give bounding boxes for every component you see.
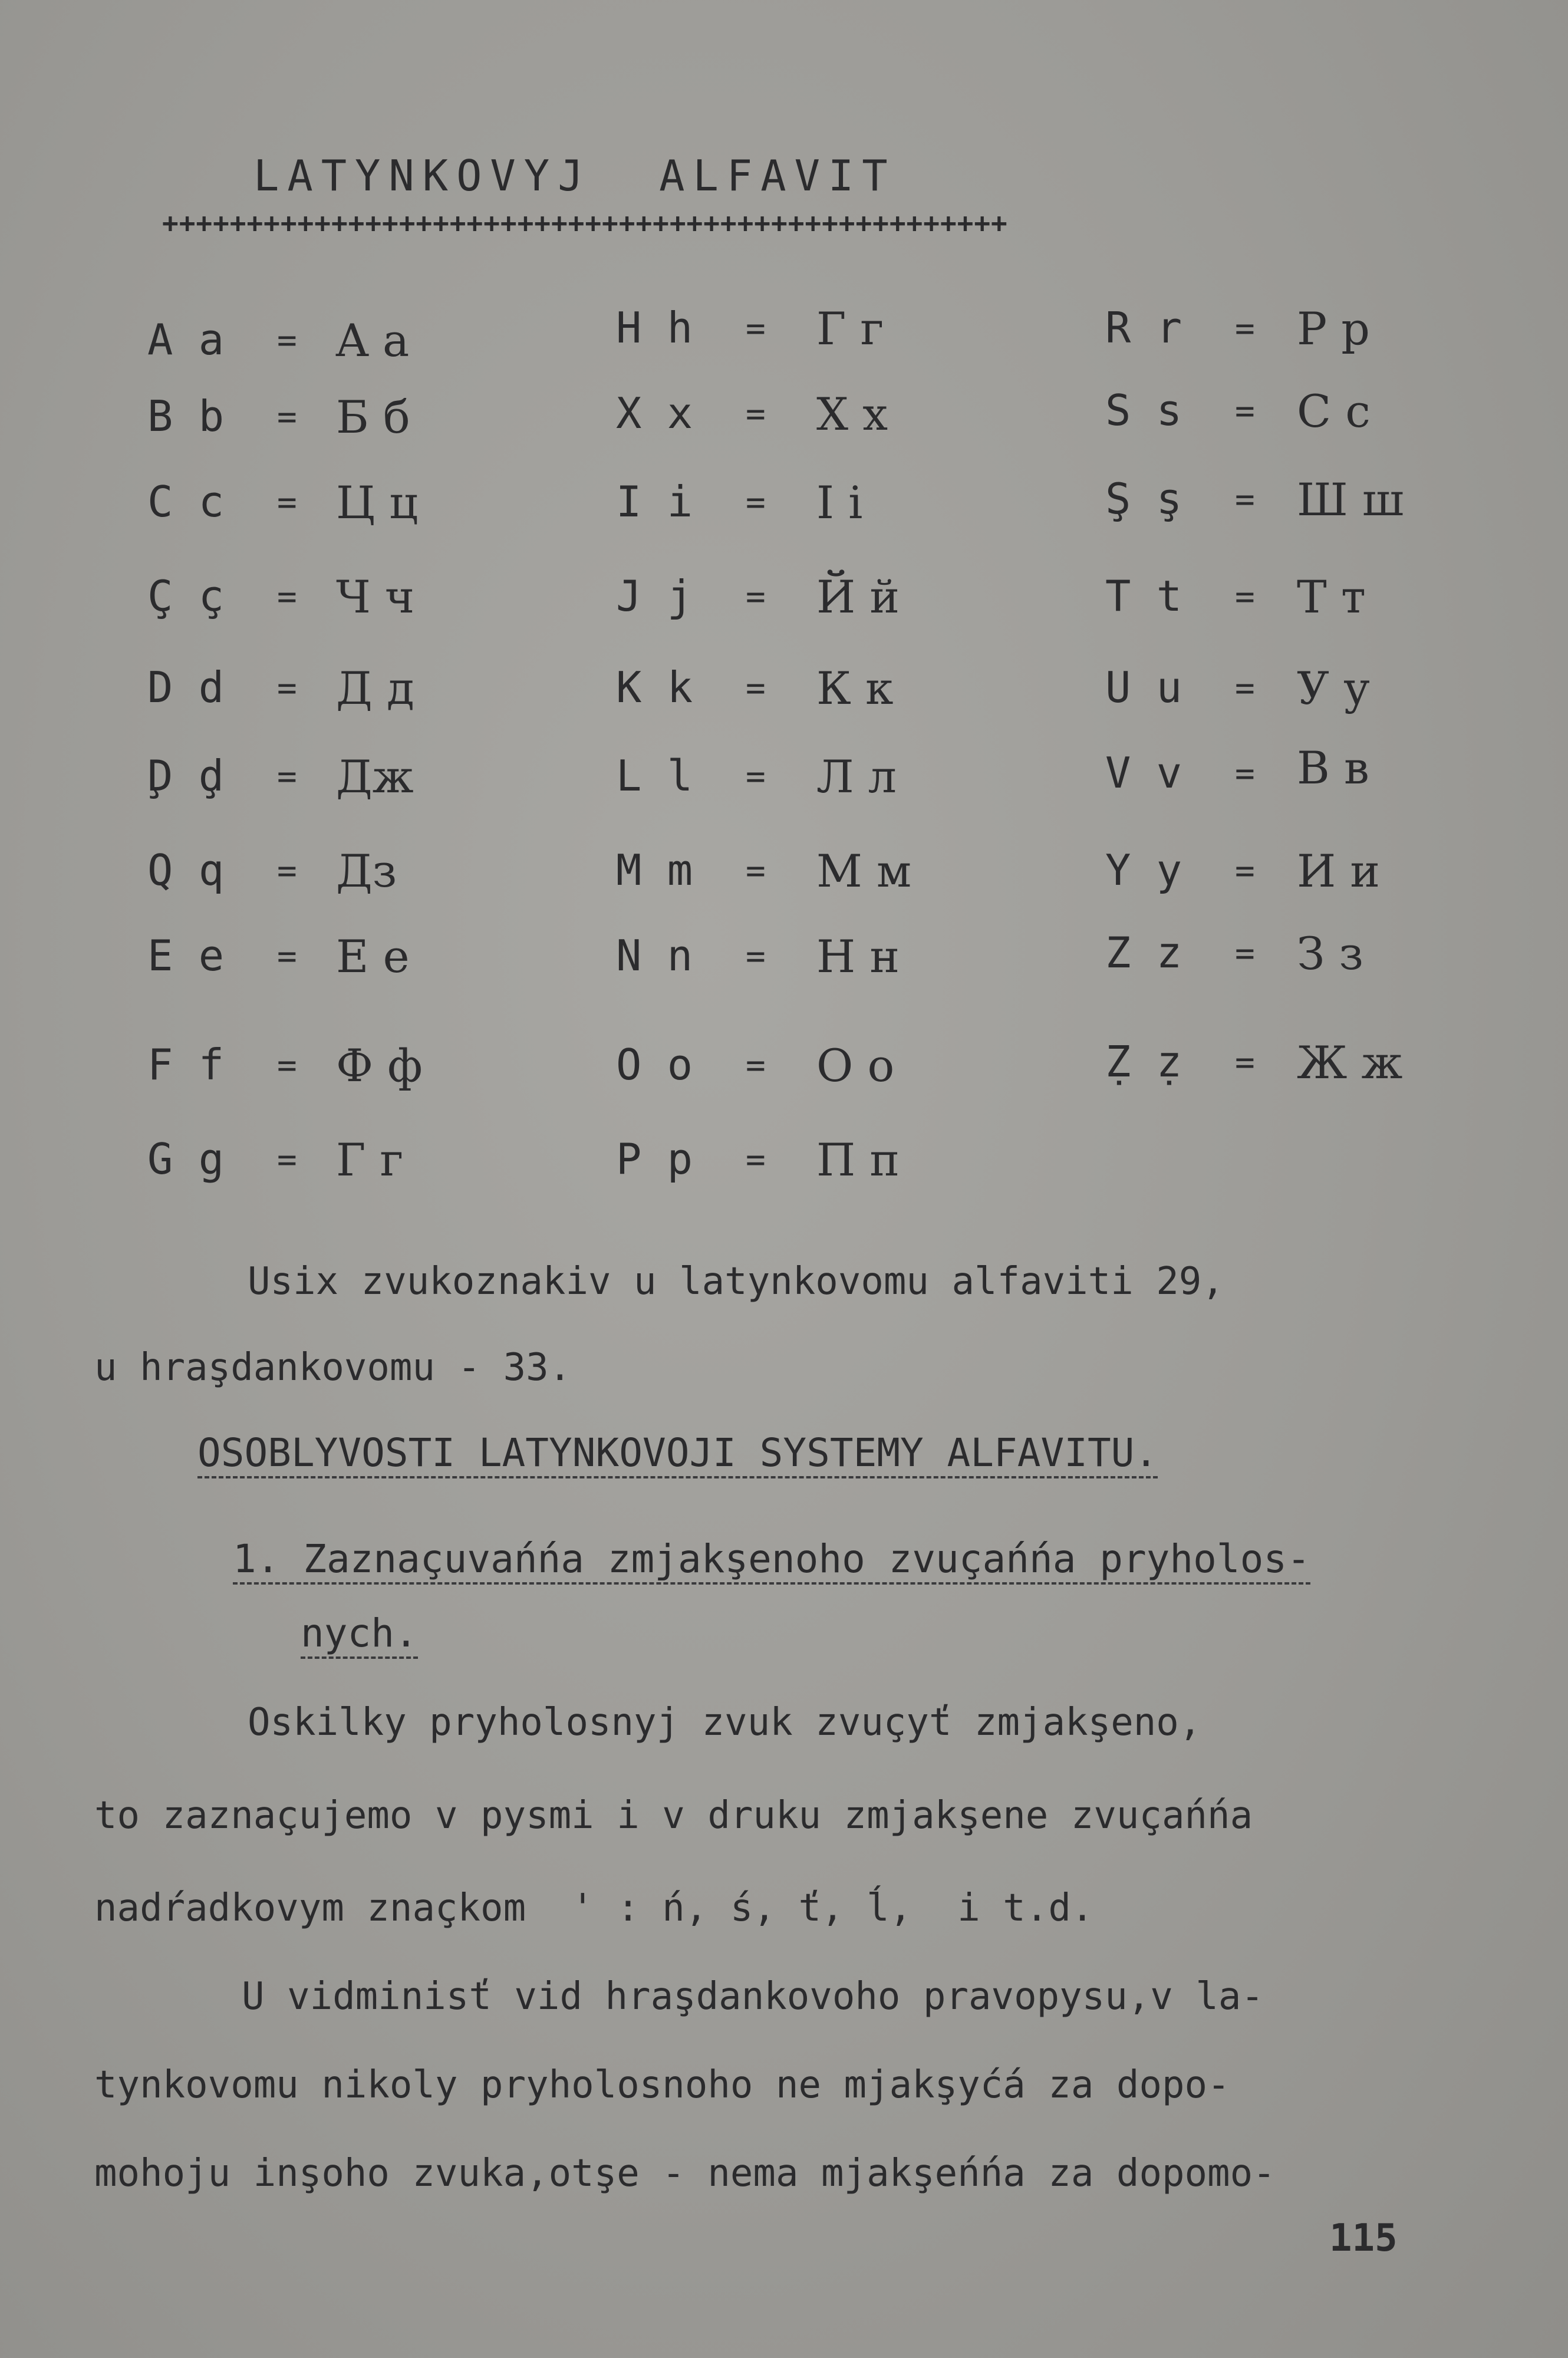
alphabet-latin-letter: P p	[616, 1134, 693, 1184]
alphabet-equals: =	[277, 1046, 297, 1085]
alphabet-latin-letter: S s	[1105, 386, 1182, 435]
alphabet-cyrillic-letter: Т т	[1297, 571, 1366, 623]
alphabet-cyrillic-letter: Г г	[336, 1134, 404, 1186]
alphabet-equals: =	[1235, 309, 1255, 348]
alphabet-equals: =	[746, 852, 766, 890]
alphabet-latin-letter: T t	[1105, 571, 1182, 621]
alphabet-cyrillic-letter: Н н	[816, 930, 900, 983]
alphabet-cyrillic-letter: И и	[1297, 845, 1381, 897]
alphabet-latin-letter: I i	[616, 477, 693, 526]
alphabet-equals: =	[746, 758, 766, 796]
alphabet-latin-letter: U u	[1105, 663, 1182, 712]
alphabet-cyrillic-letter: Й й	[816, 571, 900, 623]
alphabet-latin-letter: Ẓ ẓ	[1105, 1037, 1182, 1086]
alphabet-latin-letter: V v	[1105, 748, 1182, 798]
body-line: mohoju inşoho zvuka,otşe - nema mjakşeńńa za dopomo-	[94, 2152, 1276, 2195]
alphabet-equals: =	[746, 309, 766, 348]
alphabet-cyrillic-letter: М м	[816, 845, 912, 897]
alphabet-latin-letter: N n	[616, 931, 693, 980]
alphabet-latin-letter: D d	[147, 663, 225, 712]
alphabet-equals: =	[1235, 1043, 1255, 1082]
alphabet-cyrillic-letter: В в	[1297, 742, 1369, 794]
alphabet-cyrillic-letter: Дж	[336, 750, 414, 803]
alphabet-cyrillic-letter: Ш ш	[1297, 473, 1404, 526]
alphabet-equals: =	[1235, 578, 1255, 616]
alphabet-cyrillic-letter: Б б	[336, 391, 410, 443]
alphabet-cyrillic-letter: У у	[1297, 662, 1370, 714]
alphabet-cyrillic-letter: Г г	[816, 302, 884, 355]
alphabet-latin-letter: C c	[147, 477, 225, 526]
alphabet-latin-letter: K k	[616, 663, 693, 712]
alphabet-latin-letter: J j	[616, 571, 693, 621]
alphabet-equals: =	[1235, 852, 1255, 890]
alphabet-equals: =	[746, 669, 766, 707]
page-number: 115	[1329, 2217, 1398, 2260]
alphabet-cyrillic-letter: Дз	[336, 845, 397, 897]
alphabet-cyrillic-letter: Ж ж	[1297, 1036, 1403, 1089]
alphabet-equals: =	[1235, 755, 1255, 793]
alphabet-equals: =	[1235, 392, 1255, 430]
body-line: Oskilky pryholosnyj zvuk zvuçyť zmjakşeno,	[248, 1701, 1202, 1744]
alphabet-cyrillic-letter: П п	[816, 1134, 900, 1186]
alphabet-latin-letter: X x	[616, 388, 693, 438]
alphabet-cyrillic-letter: Ф ф	[336, 1039, 423, 1092]
alphabet-cyrillic-letter: O o	[816, 1039, 895, 1092]
alphabet-cyrillic-letter: I i	[816, 476, 863, 529]
alphabet-cyrillic-letter: Д д	[336, 662, 414, 714]
alphabet-equals: =	[746, 1141, 766, 1179]
alphabet-equals: =	[746, 483, 766, 522]
alphabet-equals: =	[277, 1141, 297, 1179]
alphabet-equals: =	[1235, 669, 1255, 707]
alphabet-cyrillic-letter: E e	[336, 930, 410, 983]
alphabet-latin-letter: B b	[147, 391, 225, 441]
subheading-line-2: nych.	[301, 1614, 418, 1659]
alphabet-equals: =	[1235, 934, 1255, 973]
body-line: U vidminisť vid hraşdankovoho pravopysu,v la-	[242, 1975, 1264, 2018]
section-heading: OSOBLYVOSTI LATYNKOVOJI SYSTEMY ALFAVITU.	[197, 1434, 1158, 1478]
alphabet-cyrillic-letter: Л л	[816, 750, 897, 803]
alphabet-equals: =	[746, 937, 766, 976]
alphabet-latin-letter: Y y	[1105, 845, 1182, 895]
alphabet-equals: =	[746, 578, 766, 616]
letter-count-line-2: u hraşdankovomu - 33.	[94, 1346, 572, 1389]
alphabet-equals: =	[1235, 480, 1255, 519]
alphabet-latin-letter: Ç ç	[147, 571, 225, 621]
alphabet-latin-letter: R r	[1105, 303, 1182, 353]
body-line: to zaznaçujemo v pysmi i v druku zmjakşene zvuçańńa	[94, 1794, 1253, 1837]
alphabet-equals: =	[277, 483, 297, 522]
alphabet-latin-letter: A a	[147, 315, 225, 364]
alphabet-cyrillic-letter: A a	[336, 314, 410, 367]
alphabet-equals: =	[277, 398, 297, 436]
alphabet-cyrillic-letter: Ч ч	[336, 571, 415, 623]
alphabet-latin-letter: Ḑ ḑ	[147, 751, 225, 801]
alphabet-latin-letter: L l	[616, 751, 693, 801]
subheading-line-1: 1. Zaznaçuvańńa zmjakşenoho zvuçańńa pryholos-	[233, 1540, 1310, 1585]
letter-count-line-1: Usix zvukoznakiv u latynkovomu alfaviti 29,	[248, 1260, 1224, 1303]
alphabet-equals: =	[277, 321, 297, 360]
alphabet-latin-letter: E e	[147, 931, 225, 980]
body-line: nadŕadkovym znaçkom ' : ń, ś, ť, ĺ, i t.d.	[94, 1886, 1094, 1930]
alphabet-latin-letter: Z z	[1105, 928, 1182, 977]
alphabet-equals: =	[746, 1046, 766, 1085]
alphabet-latin-letter: H h	[616, 303, 693, 353]
alphabet-latin-letter: Ş ş	[1105, 474, 1182, 523]
alphabet-cyrillic-letter: С с	[1297, 385, 1371, 437]
title-plus-rule: ++++++++++++++++++++++++++++++++++++++++++++++++++	[162, 207, 1008, 239]
alphabet-equals: =	[277, 937, 297, 976]
alphabet-equals: =	[746, 395, 766, 433]
body-line: tynkovomu nikoly pryholosnoho ne mjakşyćá za dopo-	[94, 2063, 1230, 2107]
alphabet-cyrillic-letter: Ц ц	[336, 476, 419, 529]
page-title: LATYNKOVYJ ALFAVIT	[253, 151, 896, 200]
alphabet-cyrillic-letter: З з	[1297, 927, 1363, 980]
alphabet-latin-letter: F f	[147, 1040, 225, 1089]
alphabet-latin-letter: Q q	[147, 845, 225, 895]
alphabet-equals: =	[277, 852, 297, 890]
alphabet-equals: =	[277, 669, 297, 707]
alphabet-latin-letter: M m	[616, 845, 693, 895]
alphabet-latin-letter: O o	[616, 1040, 693, 1089]
alphabet-equals: =	[277, 758, 297, 796]
alphabet-cyrillic-letter: X x	[816, 388, 888, 440]
alphabet-equals: =	[277, 578, 297, 616]
alphabet-latin-letter: G g	[147, 1134, 225, 1184]
alphabet-cyrillic-letter: Р р	[1297, 302, 1370, 355]
alphabet-cyrillic-letter: К к	[816, 662, 894, 714]
